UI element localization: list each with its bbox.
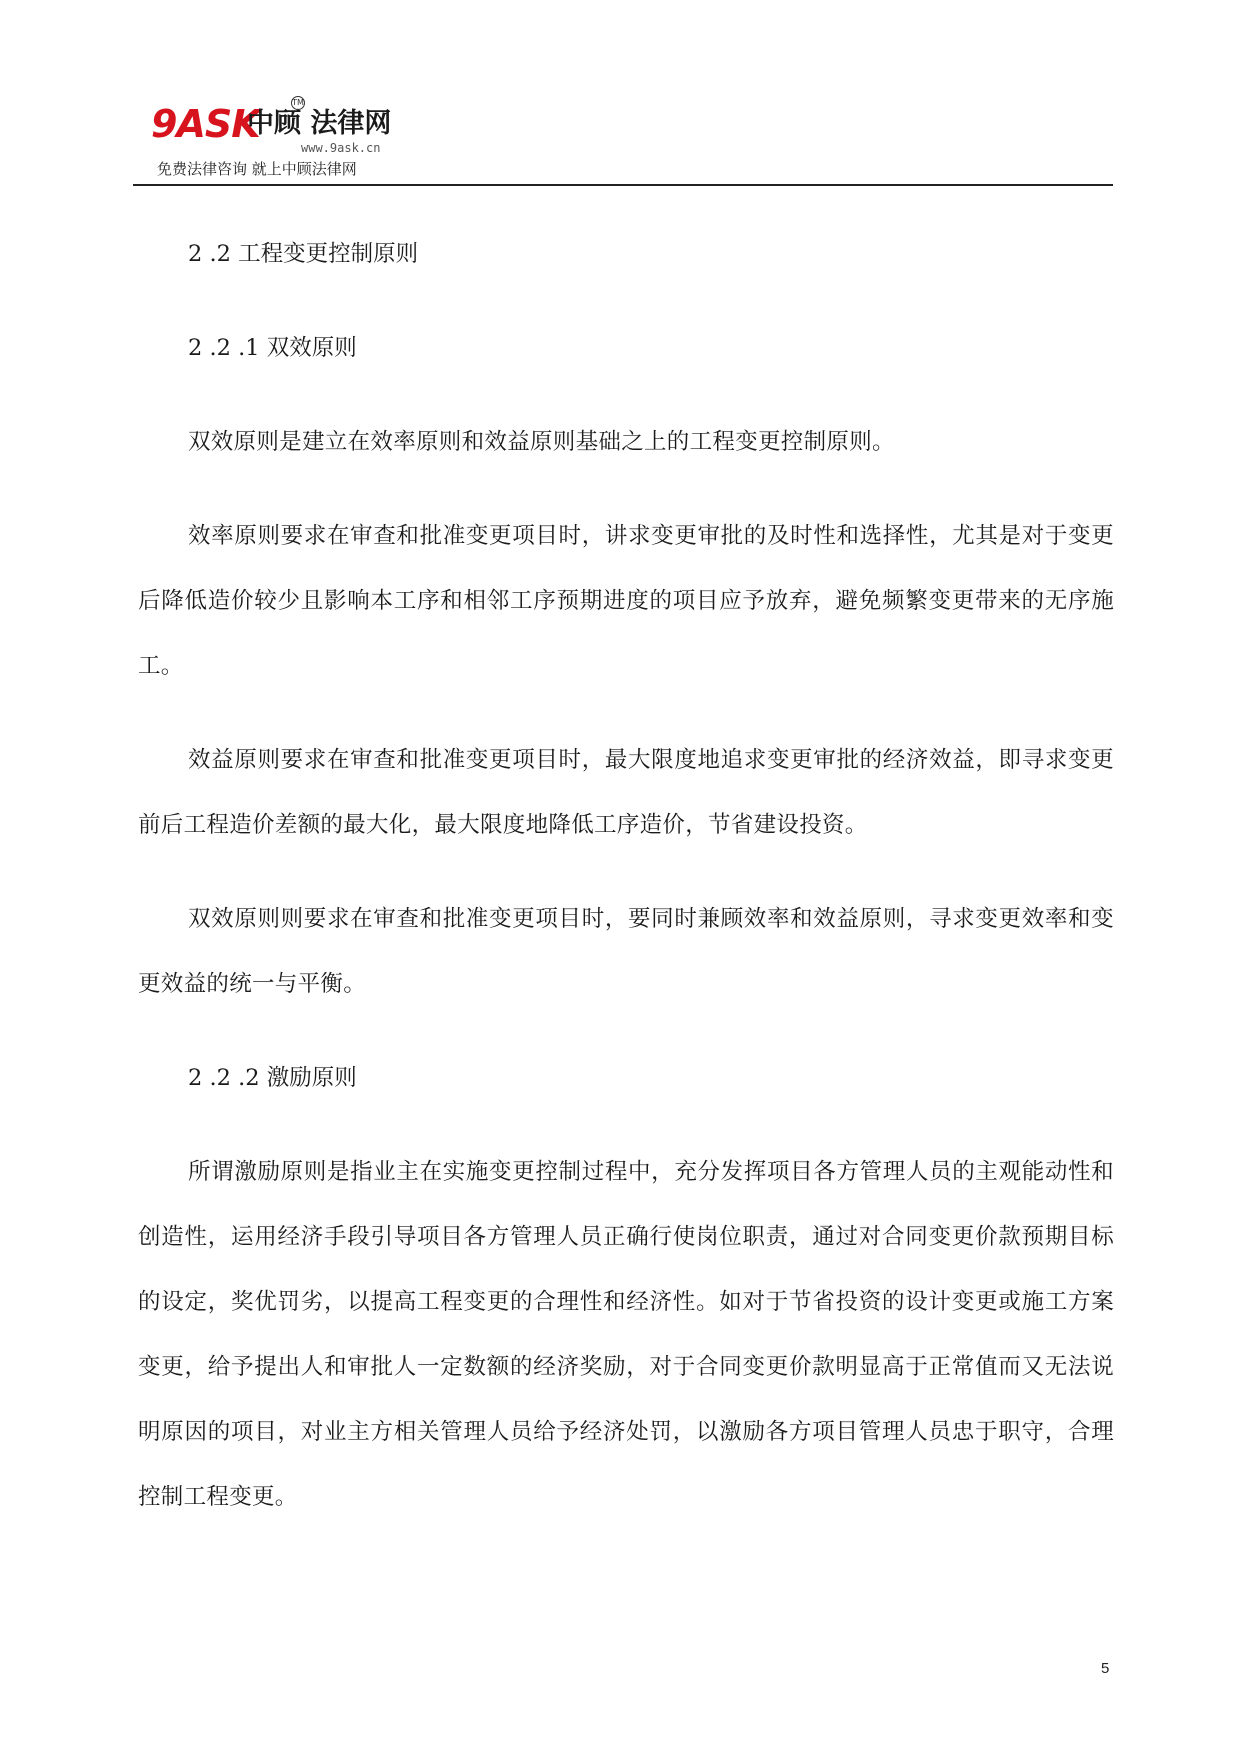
site-logo bbox=[151, 100, 401, 180]
paragraph-double-efficiency: 双效原则是建立在效率原则和效益原则基础之上的工程变更控制原则。 bbox=[188, 429, 895, 455]
logo-site-name: 中顾 法律网 bbox=[247, 108, 392, 139]
section-heading-2-2: 2 .2 工程变更控制原则 bbox=[188, 241, 419, 267]
logo-mark: 9ASK bbox=[151, 102, 260, 146]
trademark-icon: TM bbox=[291, 96, 305, 110]
page-header bbox=[133, 96, 1113, 188]
document-body bbox=[138, 222, 1114, 1530]
section-heading-2-2-2: 2 .2 .2 激励原则 bbox=[188, 1065, 357, 1091]
page-number: 5 bbox=[1101, 1660, 1110, 1677]
logo-url: www.9ask.cn bbox=[301, 141, 381, 155]
section-heading-2-2-1: 2 .2 .1 双效原则 bbox=[188, 335, 357, 361]
paragraph-incentive-principle: 所谓激励原则是指业主在实施变更控制过程中，充分发挥项目各方管理人员的主观能动性和创造性，运用经济手段引导项目各方管理人员正确行使岗位职责，通过对合同变更价款预期目标的设定，奖优罚劣，以提高工程变更的合理性和经济性。如对于节省投资的设计变更或施工方案变更，给予提出人和审批人一定数额的经济奖励，对于合同变更价款明显高于正常值而又无法说明原因的项目，对业主方相关管理人员给予经济处罚，以激励各方项目管理人员忠于职守，合理控制工程变更。 bbox=[138, 1159, 1114, 1510]
paragraph-balance: 双效原则则要求在审查和批准变更项目时，要同时兼顾效率和效益原则，寻求变更效率和变更效益的统一与平衡。 bbox=[138, 906, 1114, 997]
logo-tagline: 免费法律咨询 就上中顾法律网 bbox=[157, 160, 357, 178]
paragraph-benefit-principle: 效益原则要求在审查和批准变更项目时，最大限度地追求变更审批的经济效益，即寻求变更前后工程造价差额的最大化，最大限度地降低工序造价，节省建设投资。 bbox=[138, 747, 1114, 838]
header-divider bbox=[133, 184, 1113, 186]
paragraph-efficiency-principle: 效率原则要求在审查和批准变更项目时，讲求变更审批的及时性和选择性，尤其是对于变更后降低造价较少且影响本工序和相邻工序预期进度的项目应予放弃，避免频繁变更带来的无序施工。 bbox=[138, 523, 1114, 679]
